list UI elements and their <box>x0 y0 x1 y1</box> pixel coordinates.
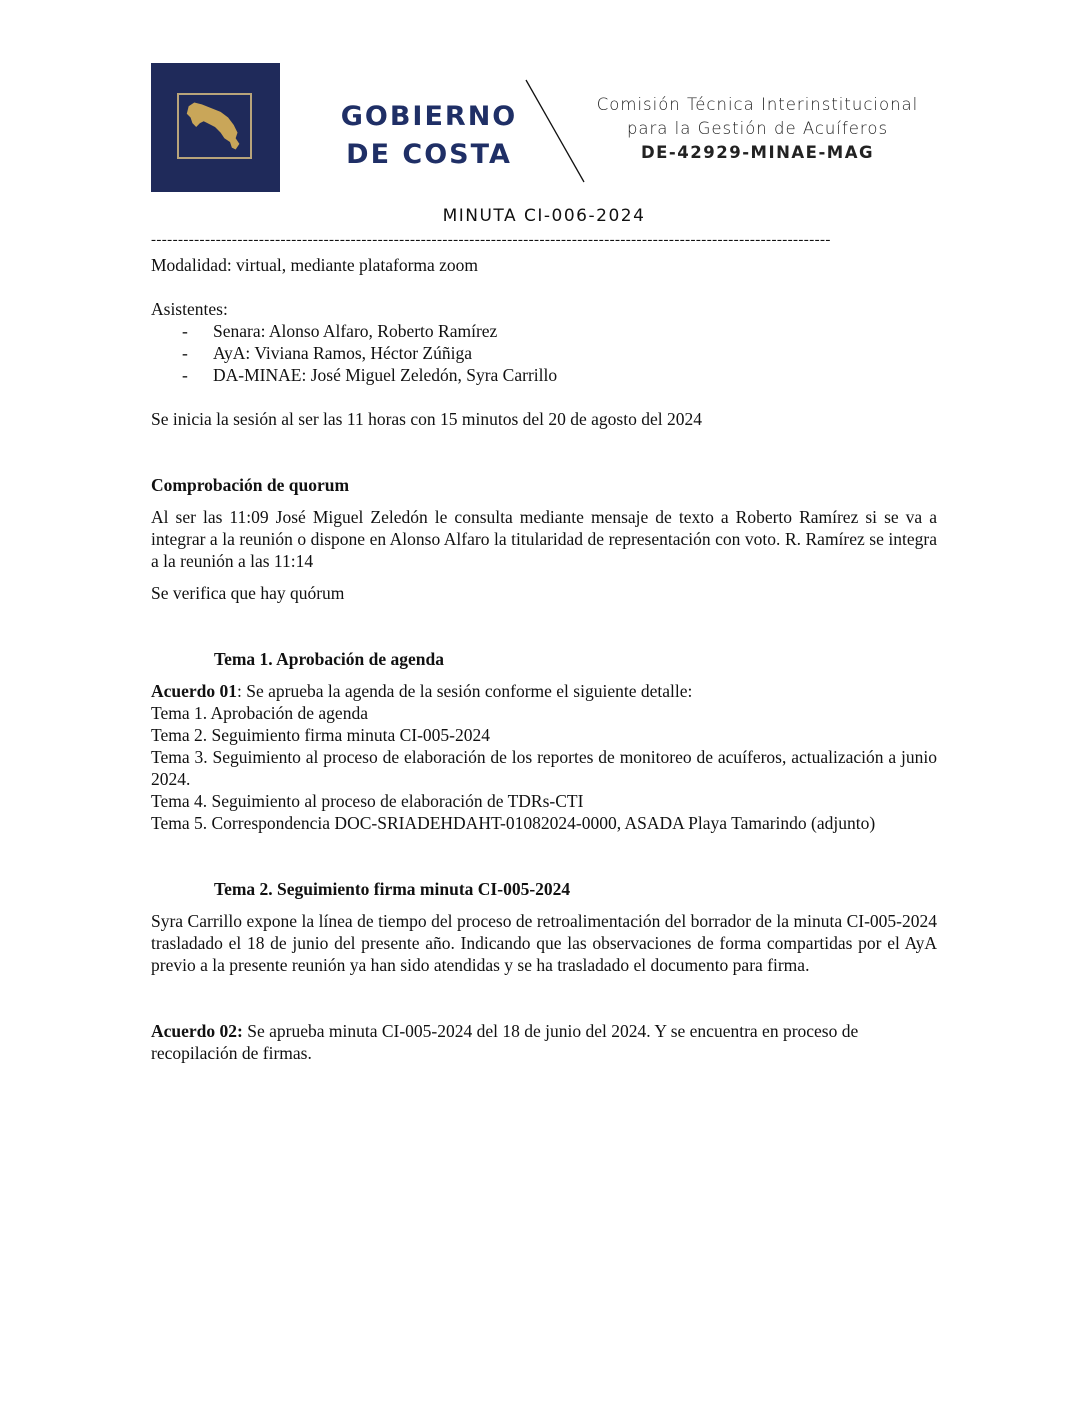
agenda-item: Tema 3. Seguimiento al proceso de elaboración de los reportes de monitoreo de acuíferos, actualización a junio 2024. <box>151 747 937 789</box>
quorum-body: Al ser las 11:09 José Miguel Zeledón le consulta mediante mensaje de texto a Roberto Ramírez si se va a integrar a la reunión o dispone en Alonso Alfaro la titularidad de representación con voto. R. Ramírez se integra a la reunión a las 11:14 <box>151 507 937 571</box>
agenda-item: Tema 5. Correspondencia DOC-SRIADEHDAHT-01082024-0000, ASADA Playa Tamarindo (adjunto) <box>151 813 876 833</box>
separator-line: ------------------------------------------------------------------------------------------------------------------------------ <box>151 232 831 248</box>
tema2-heading: Tema 2. Seguimiento firma minuta CI-005-2024 <box>214 879 571 899</box>
acuerdo01-label: Acuerdo 01 <box>151 681 238 701</box>
commission-line-1: Comisión Técnica Interinstitucional <box>596 95 919 114</box>
costa-rica-map-icon <box>179 95 250 157</box>
acuerdo02-text: Se aprueba minuta CI-005-2024 del 18 de junio del 2024. Y se encuentra en proceso de recopilación de firmas. <box>151 1021 859 1063</box>
quorum-heading: Comprobación de quorum <box>151 475 350 495</box>
quorum-verification: Se verifica que hay quórum <box>151 583 345 603</box>
agenda-list <box>151 702 937 834</box>
attendees-label: Asistentes: <box>151 299 228 319</box>
attendee-item: - AyA: Viviana Ramos, Héctor Zúñiga <box>182 343 472 363</box>
agenda-item: Tema 2. Seguimiento firma minuta CI-005-2024 <box>151 725 490 745</box>
logo-frame <box>177 93 252 159</box>
government-logo <box>151 63 280 192</box>
attendee-item: - DA-MINAE: José Miguel Zeledón, Syra Carrillo <box>182 365 558 385</box>
modality-text: Modalidad: virtual, mediante plataforma zoom <box>151 255 479 275</box>
session-start-text: Se inicia la sesión al ser las 11 horas con 15 minutos del 20 de agosto del 2024 <box>151 409 702 429</box>
acuerdo01-text: : Se aprueba la agenda de la sesión conforme el siguiente detalle: <box>237 681 693 701</box>
acuerdo02 <box>151 1020 937 1064</box>
tema2-body: Syra Carrillo expone la línea de tiempo del proceso de retroalimentación del borrador de la minuta CI-005-2024 trasladado el 18 de junio del presente año. Indicando que las observaciones de forma compartidas por el AyA previo a la presente reunión ya han sido atendidas y se ha trasladado el documento para firma. <box>151 911 937 975</box>
government-line-1: GOBIERNO <box>340 101 518 132</box>
commission-name <box>575 93 940 165</box>
attendee-item: - Senara: Alonso Alfaro, Roberto Ramírez <box>182 321 498 341</box>
tema1-heading: Tema 1. Aprobación de agenda <box>214 649 444 669</box>
document-body <box>151 254 937 1064</box>
government-title <box>334 98 524 174</box>
document-title: MINUTA CI-006-2024 <box>442 206 646 226</box>
acuerdo02-label: Acuerdo 02: <box>151 1021 243 1041</box>
attendees-list <box>151 320 937 386</box>
agenda-item: Tema 4. Seguimiento al proceso de elaboración de TDRs-CTI <box>151 791 584 811</box>
agenda-item: Tema 1. Aprobación de agenda <box>151 703 368 723</box>
acuerdo01 <box>151 680 937 702</box>
commission-line-2: para la Gestión de Acuíferos <box>626 119 889 138</box>
decree-number: DE-42929-MINAE-MAG <box>640 143 875 162</box>
government-line-2: DE COSTA <box>346 139 512 170</box>
